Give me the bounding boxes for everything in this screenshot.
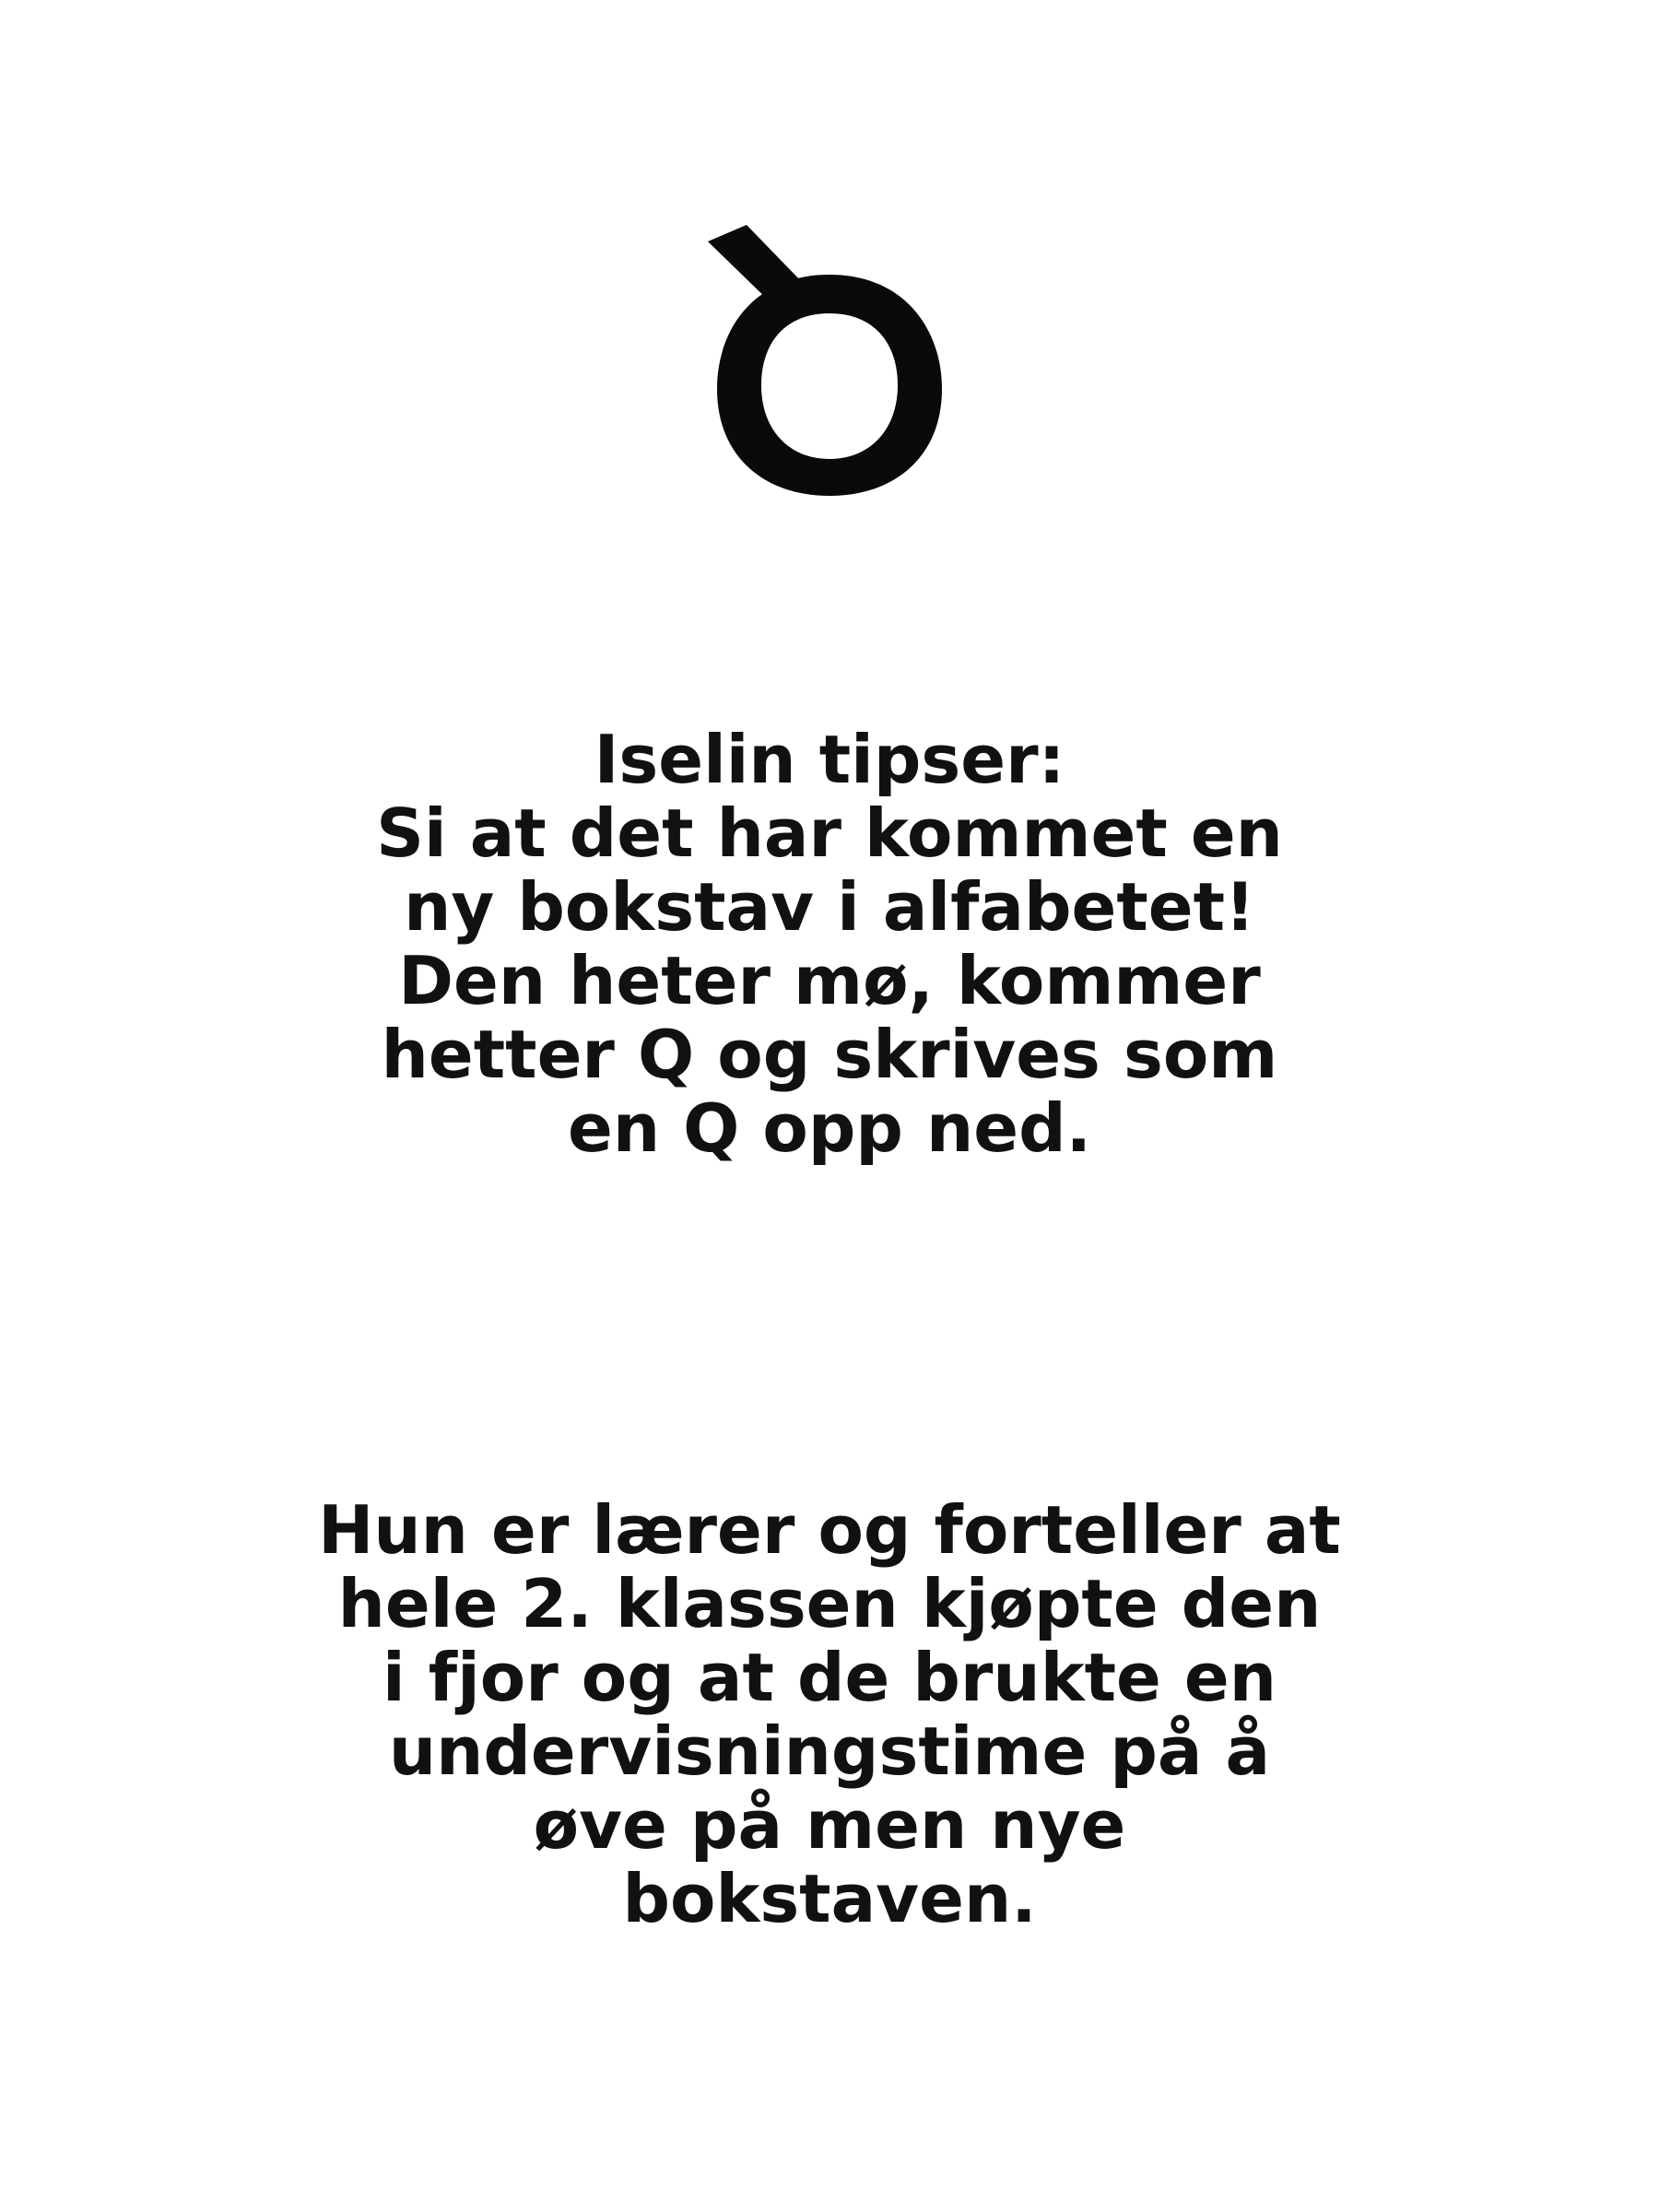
tip-line: hele 2. klassen kjøpte den (337, 1565, 1322, 1642)
tip-paragraph-1 (138, 723, 1521, 1165)
tip-line: undervisningstime på å (388, 1712, 1271, 1790)
tip-line: øve på men nye (533, 1786, 1126, 1864)
tip-line: bokstaven. (622, 1860, 1037, 1937)
tip-line: Si at det har kommet en (376, 794, 1283, 872)
tip-line: en Q opp ned. (567, 1089, 1092, 1167)
tip-line: Iselin tipser: (594, 721, 1065, 798)
tip-line: Den heter mø, kommer (398, 942, 1261, 1019)
tip-line: i fjor og at de brukte en (382, 1639, 1277, 1716)
tip-line: ny bokstav i alfabetet! (404, 868, 1255, 946)
mo-letter-glyph-icon (700, 221, 959, 516)
tip-line: hetter Q og skrives som (381, 1016, 1278, 1093)
tip-line: Hun er lærer og forteller at (318, 1491, 1341, 1569)
letter-symbol-container (0, 221, 1659, 516)
tip-paragraph-2 (138, 1493, 1521, 1936)
